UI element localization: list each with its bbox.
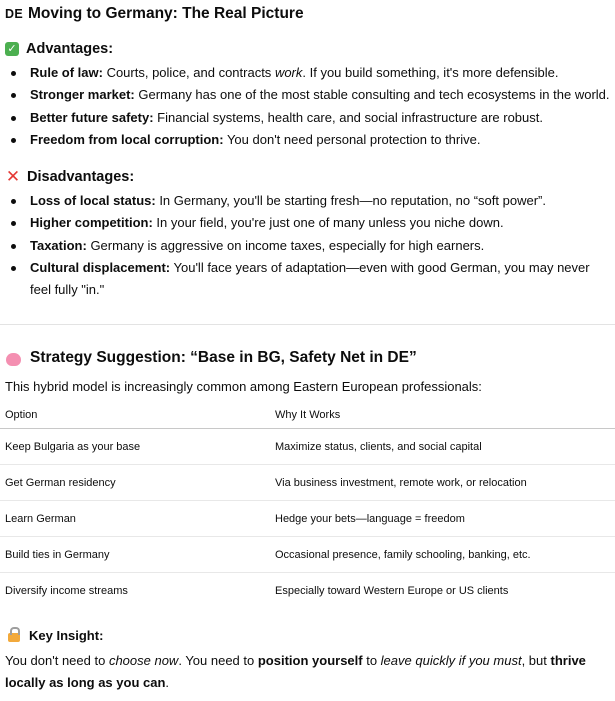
item-label: Loss of local status: — [30, 193, 156, 208]
insight-text: to — [362, 653, 381, 668]
item-label: Higher competition: — [30, 215, 153, 231]
disadvantages-heading — [5, 167, 134, 187]
item-text: In Germany, you'll be starting fresh—no reputation, no “soft power”. — [155, 193, 546, 208]
list-item — [0, 190, 610, 212]
item-text: You'll face years of adaptation—even with good German, you may never feel fully "in." — [30, 259, 590, 298]
advantages-list — [0, 62, 610, 151]
item-text: Germany has one of the most stable consulting and tech ecosystems in the world. — [134, 87, 610, 103]
check-icon: ✓ — [5, 42, 19, 56]
list-item — [0, 107, 610, 129]
list-item — [0, 235, 610, 257]
column-header-option: Option — [0, 402, 275, 429]
strategy-table — [0, 402, 615, 608]
item-text: In your field, you're just one of many unless you niche down. — [152, 215, 504, 231]
disadvantages-list — [0, 190, 610, 301]
page-title — [5, 4, 304, 24]
strategy-heading-text: Strategy Suggestion: “Base in BG, Safety Net in DE” — [30, 349, 417, 366]
disadvantages-heading-text: Disadvantages: — [27, 169, 135, 185]
table-cell: Build ties in Germany — [0, 537, 275, 573]
column-header-why: Why It Works — [275, 402, 615, 429]
table-cell: Keep Bulgaria as your base — [0, 429, 275, 465]
item-text: . If you build something, it's more defensible. — [302, 65, 559, 80]
item-label: Cultural displacement: — [30, 259, 171, 275]
table-header-row — [0, 402, 615, 429]
list-item — [0, 62, 610, 84]
list-item — [0, 257, 610, 302]
item-label: Freedom from local corruption: — [30, 131, 224, 147]
advantages-heading — [5, 39, 113, 59]
table-row — [0, 501, 615, 537]
cross-icon: ✕ — [5, 167, 21, 187]
insight-paragraph — [5, 650, 610, 694]
list-item — [0, 212, 610, 234]
germany-flag-icon: DE — [5, 7, 23, 21]
item-label: Better future safety: — [30, 109, 154, 125]
table-cell: Hedge your bets—language = freedom — [275, 501, 615, 537]
brain-icon — [6, 353, 21, 366]
table-cell: Via business investment, remote work, or relocation — [275, 465, 615, 501]
insight-text: . You need to — [178, 653, 258, 668]
table-cell: Occasional presence, family schooling, banking, etc. — [275, 537, 615, 573]
item-text: Germany is aggressive on income taxes, especially for high earners. — [86, 237, 485, 253]
table-row — [0, 573, 615, 609]
insight-text: . — [165, 675, 170, 690]
table-cell: Diversify income streams — [5, 584, 128, 597]
table-cell: Especially toward Western Europe or US clients — [275, 584, 509, 597]
strategy-intro: This hybrid model is increasingly common among Eastern European professionals: — [5, 379, 482, 394]
page-title-text: Moving to Germany: The Real Picture — [27, 5, 304, 22]
item-label: Stronger market: — [30, 87, 135, 103]
table-cell: Learn German — [0, 501, 275, 537]
list-item — [0, 84, 610, 106]
insight-bold: position yourself — [257, 653, 363, 668]
item-text: Courts, police, and contracts — [102, 65, 275, 80]
table-row — [0, 537, 615, 573]
lock-key-icon — [8, 633, 20, 642]
table-row — [0, 429, 615, 465]
table-cell: Get German residency — [0, 465, 275, 501]
item-text: Financial systems, health care, and social infrastructure are robust. — [153, 109, 543, 125]
item-emphasis: work — [274, 65, 303, 80]
table-row — [0, 465, 615, 501]
item-text: You don't need personal protection to thrive. — [223, 131, 481, 147]
insight-bold: thrive locally as long as you can — [5, 653, 586, 690]
table-cell: Maximize status, clients, and social capital — [275, 429, 615, 465]
insight-emphasis: leave quickly if you must — [380, 653, 522, 668]
insight-text: You don't need to — [5, 653, 109, 668]
item-label: Taxation: — [30, 237, 87, 253]
insight-heading — [8, 628, 103, 643]
insight-text: , but — [521, 653, 551, 668]
advantages-heading-text: Advantages: — [26, 41, 114, 57]
item-label: Rule of law: — [30, 65, 103, 80]
strategy-heading — [6, 349, 417, 367]
list-item — [0, 129, 610, 151]
insight-emphasis: choose now — [108, 653, 179, 668]
insight-heading-text: Key Insight: — [29, 628, 104, 643]
section-divider — [0, 324, 615, 325]
